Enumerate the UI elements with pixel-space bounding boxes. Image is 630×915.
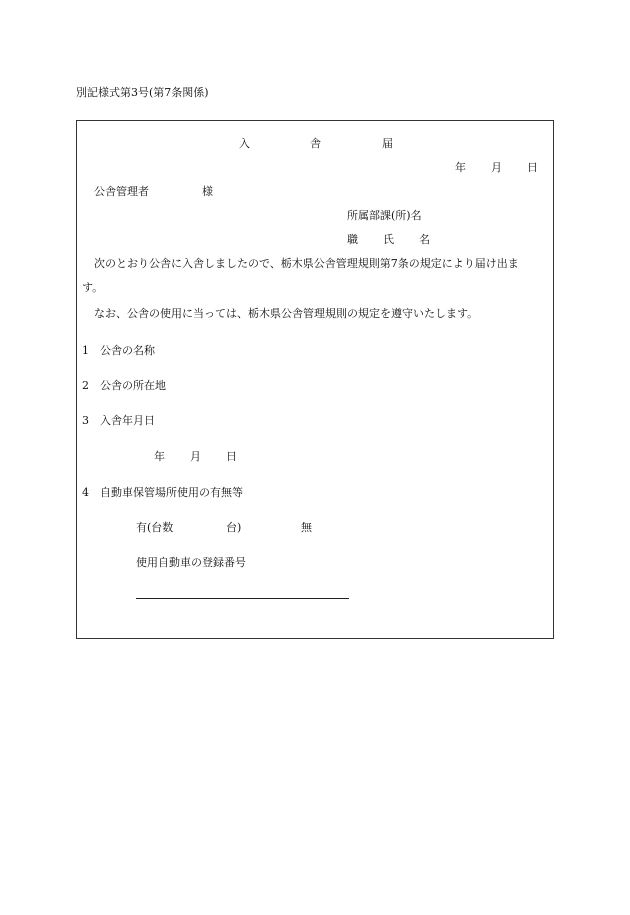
title-char-3: 届 (382, 137, 393, 150)
applicant-rank-char: 職 (347, 233, 358, 246)
body-line-2: なお、公舎の使用に当っては、栃木県公舎管理規則の規定を遵守いたします。 (94, 307, 479, 320)
parking-none: 無 (301, 521, 312, 534)
item-4-label: 自動車保管場所使用の有無等 (100, 486, 243, 499)
date-month-label: 月 (491, 161, 502, 174)
item-2-label: 公舎の所在地 (100, 379, 166, 392)
item-1-label: 公舎の名称 (100, 344, 155, 357)
registration-number-line (136, 598, 349, 599)
applicant-name-char-2: 名 (419, 233, 430, 246)
item-1-number: 1 (82, 344, 89, 357)
addressee-manager: 公舎管理者 (94, 185, 149, 198)
body-line-1-continuation: す。 (82, 281, 104, 294)
title-char-1: 入 (239, 137, 250, 150)
date-day-label: 日 (527, 161, 538, 174)
date-year-label: 年 (455, 161, 466, 174)
item-3-label: 入舎年月日 (100, 414, 155, 427)
item-4-number: 4 (82, 486, 89, 499)
parking-unit-suffix: 台) (226, 521, 242, 534)
form-reference: 別記様式第3号(第7条関係) (76, 86, 209, 99)
title-char-2: 舎 (310, 137, 321, 150)
applicant-dept-label: 所属部課(所)名 (347, 209, 422, 222)
move-in-year-label: 年 (154, 450, 165, 463)
move-in-day-label: 日 (226, 450, 237, 463)
move-in-month-label: 月 (190, 450, 201, 463)
registration-number-label: 使用自動車の登録番号 (136, 556, 246, 569)
applicant-name-char-1: 氏 (383, 233, 394, 246)
item-2-number: 2 (82, 379, 89, 392)
item-3-number: 3 (82, 414, 89, 427)
addressee-sama: 様 (202, 185, 213, 198)
parking-has-prefix: 有(台数 (136, 521, 174, 534)
body-line-1: 次のとおり公舎に入舎しましたので、栃木県公舎管理規則第7条の規定により届け出ま (94, 257, 519, 270)
